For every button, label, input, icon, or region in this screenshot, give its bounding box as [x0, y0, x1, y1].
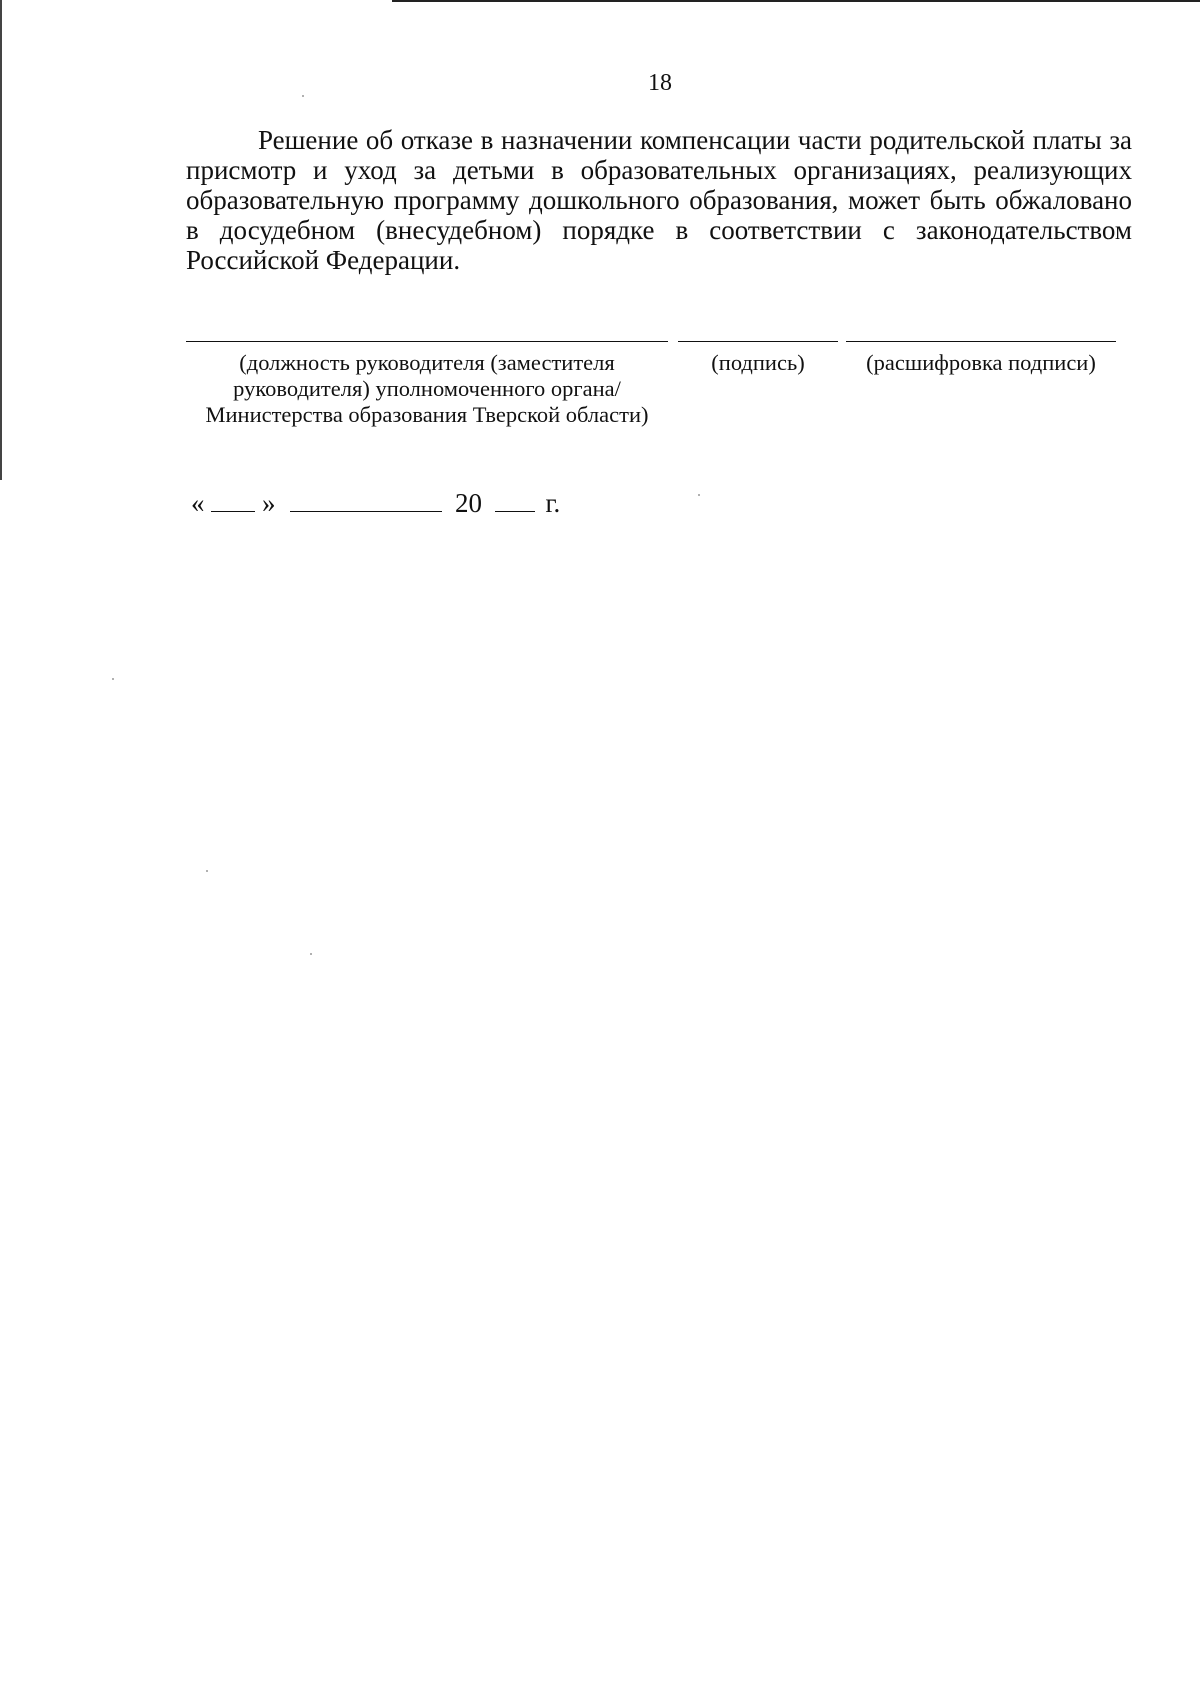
scan-speck: [302, 95, 304, 97]
year-suffix: г.: [545, 488, 561, 518]
decoding-caption: (расшифровка подписи): [866, 350, 1096, 375]
scan-speck: [698, 494, 700, 496]
month-blank: [290, 489, 442, 512]
date-close-quote: »: [262, 488, 276, 518]
position-caption: (должность руководителя (заместителя руководителя) уполномоченного органа/ Министерства образования Тверской области): [205, 350, 649, 427]
year-blank: [495, 489, 535, 512]
signature-caption: (подпись): [711, 350, 805, 375]
signature-field-decoding: [846, 341, 1116, 461]
signature-field-signature: [678, 341, 838, 461]
scan-border-top: [392, 0, 1200, 2]
signature-field-position: [186, 341, 668, 461]
year-century: 20: [455, 488, 482, 518]
date-open-quote: «: [191, 488, 205, 518]
appeal-notice-paragraph: Решение об отказе в назначении компенсации части родительской платы за присмотр и уход за детьми в образовательных организациях, реализующих образовательную программу дошкольного образования, может быть обжаловано в досудебном (внесудебном) порядке в соответствии с законодательством Российской Федерации.: [186, 125, 1132, 275]
day-blank: [211, 489, 255, 512]
scan-speck: [112, 678, 114, 680]
decoding-blank-line: [846, 341, 1116, 342]
position-blank-line: [186, 341, 668, 342]
scan-speck: [206, 870, 208, 872]
date-field: [191, 488, 560, 518]
scan-speck: [310, 953, 312, 955]
page-number: 18: [648, 70, 672, 96]
signature-blank-line: [678, 341, 838, 342]
